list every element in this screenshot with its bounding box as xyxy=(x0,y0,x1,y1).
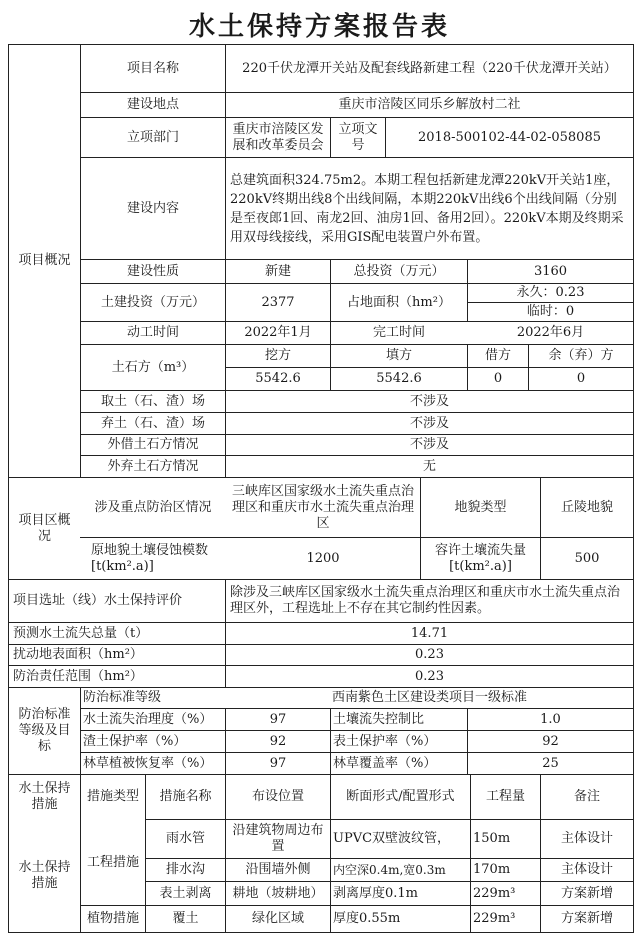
label-content: 建设内容 xyxy=(126,200,179,216)
label-topsoil-protect: 表土保护率（%） xyxy=(333,733,437,749)
label-site-eval: 项目选址（线）水土保持评价 xyxy=(13,593,183,608)
value-allow-loss: 500 xyxy=(574,550,600,566)
label-borrow-site: 取土（石、渣）场 xyxy=(100,393,205,409)
header-measure-type: 措施类型 xyxy=(86,789,139,804)
label-loss-total: 预测水土流失总量（t） xyxy=(13,625,149,641)
measure-note: 方案新增 xyxy=(560,885,613,901)
header-measure-form: 断面形式/配置形式 xyxy=(346,789,455,804)
measure-form: 内空深0.4m,宽0.3m xyxy=(333,863,446,877)
value-civil-invest: 2377 xyxy=(261,294,295,310)
header-borrow: 借方 xyxy=(484,348,511,363)
header-measure-location: 布设位置 xyxy=(251,789,304,804)
measure-qty: 229m³ xyxy=(473,911,516,926)
value-loss-total: 14.71 xyxy=(410,625,449,641)
label-key-zone: 涉及重点防治区情况 xyxy=(94,499,212,515)
measure-location: 耕地（坡耕地） xyxy=(232,885,324,901)
label-finish: 完工时间 xyxy=(372,325,425,340)
value-content: 总建筑面积324.75m2。本期工程包括新建龙潭220kV开关站1座，220kV终期出线8个出线间隔，本期220kV出线6个出线间隔（分别是至夜郎1回、南龙2回、油房1回、备用2回）。220kV本期及终期采用双母线接线，采用GIS配电装置户外布置。 xyxy=(230,172,624,245)
value-responsibility: 0.23 xyxy=(415,668,444,684)
value-site-eval: 除涉及三峡库区国家级水土流失重点治理区和重庆市水土流失重点治理区外，工程选址上不存在其它制约性因素。 xyxy=(230,585,621,616)
measure-name: 雨水管 xyxy=(165,831,205,846)
value-spoil-site: 不涉及 xyxy=(409,415,449,431)
section-measures: 水土保持措施 xyxy=(18,860,71,891)
type-engineering: 工程措施 xyxy=(86,854,139,870)
value-doc-no: 2018-500102-44-02-058085 xyxy=(418,129,601,145)
measure-location: 沿围墙外侧 xyxy=(245,862,311,877)
measure-qty: 229m³ xyxy=(473,885,516,901)
value-total-invest: 3160 xyxy=(533,263,568,279)
label-doc-no: 立项文号 xyxy=(338,121,378,153)
label-dept: 立项部门 xyxy=(126,129,179,145)
measure-name: 覆土 xyxy=(172,911,199,926)
label-location: 建设地点 xyxy=(126,97,179,112)
header-fill: 填方 xyxy=(385,348,412,363)
value-erosion: 1200 xyxy=(306,550,340,566)
value-project-name: 220千伏龙潭开关站及配套线路新建工程（220千伏龙潭开关站） xyxy=(242,60,617,76)
header-spoil: 余（弃）方 xyxy=(548,348,614,363)
label-slag-protect: 渣土保护率（%） xyxy=(83,733,187,749)
measure-note: 主体设计 xyxy=(560,862,613,877)
value-fill: 5542.6 xyxy=(376,371,422,386)
value-landform: 丘陵地貌 xyxy=(560,499,613,515)
value-restore-rate: 97 xyxy=(269,755,287,771)
value-ext-borrow: 不涉及 xyxy=(409,437,449,452)
header-cut: 挖方 xyxy=(264,348,291,363)
label-responsibility: 防治责任范围（hm²） xyxy=(13,668,143,684)
label-control-ratio: 土壤流失控制比 xyxy=(333,711,425,727)
value-key-zone: 三峡库区国家级水土流失重点治理区和重庆市水土流失重点治理区 xyxy=(231,483,414,531)
value-permanent: 永久：0.23 xyxy=(516,285,585,300)
measure-note: 主体设计 xyxy=(560,831,613,846)
value-temporary: 临时：0 xyxy=(526,304,575,319)
label-start: 动工时间 xyxy=(126,325,179,340)
section-targets: 防治标准等级及目标 xyxy=(18,707,71,754)
value-topsoil-protect: 92 xyxy=(542,733,559,749)
label-ext-spoil: 外弃土石方情况 xyxy=(107,458,199,474)
label-spoil-site: 弃土（石、渣）场 xyxy=(100,415,205,431)
measure-location: 沿建筑物周边布置 xyxy=(232,823,324,854)
label-landform: 地貌类型 xyxy=(454,499,507,515)
label-total-invest: 总投资（万元） xyxy=(353,263,445,279)
measure-qty: 170m xyxy=(473,862,511,877)
header-measure-name: 措施名称 xyxy=(159,789,212,804)
label-land-area: 占地面积（hm²） xyxy=(347,294,451,310)
measure-form: 剥离厚度0.1m xyxy=(333,885,419,901)
value-nature: 新建 xyxy=(264,263,291,279)
label-cover-rate: 林草覆盖率（%） xyxy=(333,755,437,771)
value-borrow-site: 不涉及 xyxy=(409,393,449,409)
label-standard: 防治标准等级 xyxy=(83,690,162,705)
value-spoil: 0 xyxy=(576,371,586,386)
section-project-overview: 项目概况 xyxy=(18,253,71,268)
value-standard: 西南紫色土区建设类项目一级标准 xyxy=(331,690,527,705)
label-restore-rate: 林草植被恢复率（%） xyxy=(83,755,213,771)
measure-form: UPVC双壁波纹管， xyxy=(333,831,451,846)
value-location: 重庆市涪陵区同乐乡解放村二社 xyxy=(338,97,521,112)
section-project-area: 项目区概况 xyxy=(18,512,71,544)
measure-note: 方案新增 xyxy=(560,911,613,926)
value-cover-rate: 25 xyxy=(542,755,559,771)
value-dept: 重庆市涪陵区发展和改革委员会 xyxy=(232,121,324,153)
value-ext-spoil: 无 xyxy=(422,458,436,474)
label-allow-loss: 容许土壤流失量[t(km².a)] xyxy=(434,542,526,574)
value-start: 2022年1月 xyxy=(244,325,312,340)
measure-qty: 150m xyxy=(473,831,511,846)
document-title: 水土保持方案报告表 xyxy=(188,12,450,42)
label-control-degree: 水土流失治理度（%） xyxy=(83,711,213,727)
label-erosion: 原地貌土壤侵蚀模数[t(km².a)] xyxy=(91,542,209,574)
value-disturb: 0.23 xyxy=(415,647,444,662)
header-measure-note: 备注 xyxy=(573,789,600,804)
measure-name: 表土剥离 xyxy=(159,885,212,901)
section-measures-header: 水土保持措施 xyxy=(18,781,71,812)
label-nature: 建设性质 xyxy=(126,263,179,279)
value-control-degree: 97 xyxy=(269,711,287,727)
measure-location: 绿化区域 xyxy=(251,911,304,926)
type-plant: 植物措施 xyxy=(86,911,139,926)
measure-name: 排水沟 xyxy=(165,862,205,877)
measure-form: 厚度0.55m xyxy=(333,911,401,926)
value-slag-protect: 92 xyxy=(269,733,287,749)
value-cut: 5542.6 xyxy=(255,371,301,386)
value-control-ratio: 1.0 xyxy=(540,711,561,727)
label-civil-invest: 土建投资（万元） xyxy=(100,294,205,310)
header-measure-qty: 工程量 xyxy=(485,789,525,804)
label-ext-borrow: 外借土石方情况 xyxy=(107,437,199,452)
label-earthwork: 土石方（m³） xyxy=(111,359,195,375)
value-finish: 2022年6月 xyxy=(516,325,585,340)
value-borrow: 0 xyxy=(493,371,503,386)
label-disturb: 扰动地表面积（hm²） xyxy=(13,647,143,662)
label-project-name: 项目名称 xyxy=(126,60,179,76)
